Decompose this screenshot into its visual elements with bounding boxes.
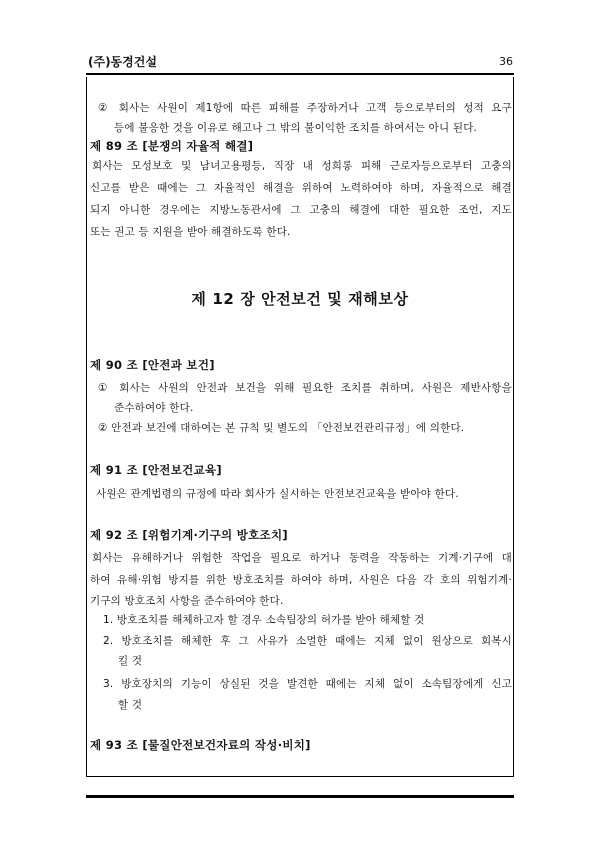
art90-item2: ② 안전과 보건에 대하여는 본 규칙 및 별도의 「안전보건관리규정」에 의한다.	[98, 422, 465, 434]
art92-item2-line1: 2. 방호조치를 해체한 후 그 사유가 소멸한 때에는 지체 없이 원상으로 회복시	[103, 635, 512, 647]
company-name: (주)동경건설	[88, 55, 157, 69]
art92-item3-line2: 할 것	[118, 699, 143, 711]
art91-heading: 제 91 조 [안전보건교육]	[90, 463, 222, 477]
art92-item2-line2: 킬 것	[118, 655, 143, 667]
art92-line1: 회사는 유해하거나 위험한 작업을 필요로 하거나 동력을 작동하는 기계·기구에 대	[92, 552, 512, 564]
page-number: 36	[499, 55, 513, 68]
art92-line2: 하여 유해·위험 방지를 위한 방호조치를 하여야 하며, 사원은 다음 각 호의 위험기계·	[90, 574, 512, 586]
art90-heading: 제 90 조 [안전과 보건]	[90, 358, 215, 372]
art90-item1-line2: 준수하여야 한다.	[114, 402, 194, 414]
art90-item1-line1: ① 회사는 사원의 안전과 보건을 위해 필요한 조치를 취하며, 사원은 제반사항을	[98, 382, 512, 394]
art92-heading: 제 92 조 [위험기계·기구의 방호조치]	[90, 528, 288, 542]
art91-line1: 사원은 관계법령의 규정에 따라 회사가 실시하는 안전보건교육을 받아야 한다.	[96, 488, 459, 500]
art92-item1: 1. 방호조치를 해체하고자 할 경우 소속팀장의 허가를 받아 해체할 것	[103, 614, 425, 626]
art93-heading: 제 93 조 [물질안전보건자료의 작성·비치]	[90, 738, 311, 752]
art89-line4: 또는 권고 등 지원을 받아 해결하도록 한다.	[90, 226, 291, 238]
art89-heading: 제 89 조 [분쟁의 자율적 해결]	[90, 139, 254, 153]
art89-line3: 되지 아니한 경우에는 지방노동관서에 그 고충의 해결에 대한 필요한 조언, 지도	[90, 204, 512, 216]
art92-item3-line1: 3. 방호장치의 기능이 상실된 것을 발견한 때에는 지체 없이 소속팀장에게 신고	[103, 678, 512, 690]
art88-item2-line1: ② 회사는 사원이 제1항에 따른 피해를 주장하거나 고객 등으로부터의 성적 요구	[98, 102, 512, 114]
art89-line1: 회사는 모성보호 및 남녀고용평등, 직장 내 성희롱 피해 근로자등으로부터 고충의	[92, 160, 512, 172]
header-rule	[86, 73, 514, 75]
chapter-title: 제 12 장 안전보건 및 재해보상	[191, 290, 409, 308]
footer-rule	[86, 795, 514, 798]
art92-line3: 기구의 방호조치 사항을 준수하여야 한다.	[90, 595, 284, 607]
art88-item2-line2: 등에 불응한 것을 이유로 해고나 그 밖의 불이익한 조치를 하여서는 아니 된다.	[114, 122, 478, 134]
art89-line2: 신고를 받은 때에는 그 자율적인 해결을 위하여 노력하여야 하며, 자율적으로 해결	[90, 182, 512, 194]
